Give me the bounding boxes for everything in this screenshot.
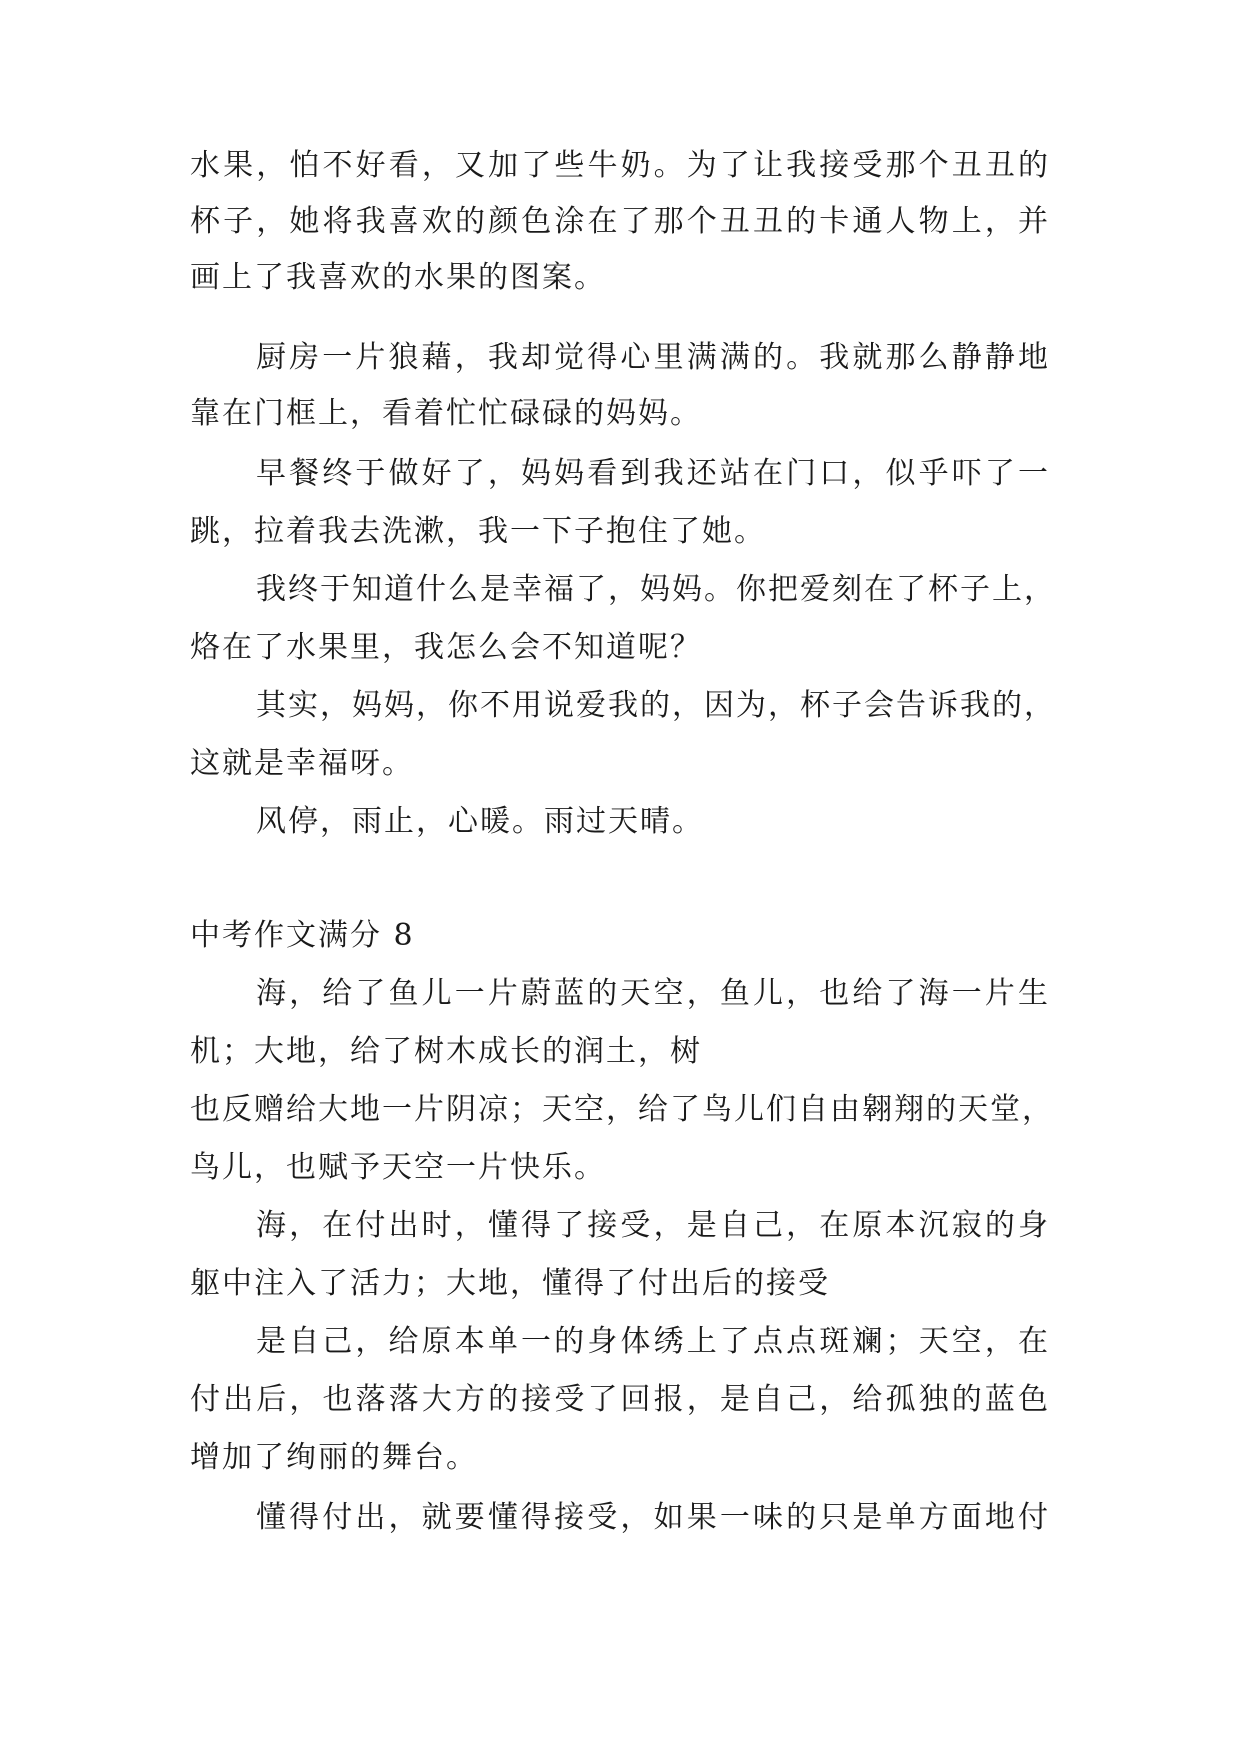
text-line: 烙在了水果里，我怎么会不知道呢？ (190, 630, 702, 665)
text-line: 增加了绚丽的舞台。 (190, 1440, 478, 1475)
paragraph-line: 风停，雨止，心暖。雨过天晴。 (256, 804, 704, 839)
section-heading: 中考作文满分 8 (190, 918, 415, 953)
text-line: 躯中注入了活力；大地，懂得了付出后的接受 (190, 1266, 830, 1301)
text-line: 这就是幸福呀。 (190, 746, 414, 781)
text-line: 画上了我喜欢的水果的图案。 (190, 260, 606, 295)
text-line: 跳，拉着我去洗漱，我一下子抱住了她。 (190, 514, 766, 549)
paragraph-line: 厨房一片狼藉，我却觉得心里满满的。我就那么静静地 (256, 340, 1050, 375)
paragraph-line: 是自己，给原本单一的身体绣上了点点斑斓；天空，在 (256, 1324, 1050, 1359)
text-line: 付出后，也落落大方的接受了回报，是自己，给孤独的蓝色 (190, 1382, 1050, 1417)
paragraph-line: 海，在付出时，懂得了接受，是自己，在原本沉寂的身 (256, 1208, 1050, 1243)
paragraph-line: 海，给了鱼儿一片蔚蓝的天空，鱼儿，也给了海一片生 (256, 976, 1050, 1011)
paragraph-line: 早餐终于做好了，妈妈看到我还站在门口，似乎吓了一 (256, 456, 1050, 491)
text-line: 也反赠给大地一片阴凉；天空，给了鸟儿们自由翱翔的天堂， (190, 1092, 1054, 1127)
text-line: 杯子，她将我喜欢的颜色涂在了那个丑丑的卡通人物上，并 (190, 204, 1050, 239)
paragraph-line: 其实，妈妈，你不用说爱我的，因为，杯子会告诉我的， (256, 688, 1056, 723)
text-line: 鸟儿，也赋予天空一片快乐。 (190, 1150, 606, 1185)
paragraph-line: 我终于知道什么是幸福了，妈妈。你把爱刻在了杯子上， (256, 572, 1056, 607)
paragraph-line: 懂得付出，就要懂得接受，如果一味的只是单方面地付 (256, 1500, 1050, 1535)
text-line: 机；大地，给了树木成长的润土，树 (190, 1034, 702, 1069)
text-line: 靠在门框上，看着忙忙碌碌的妈妈。 (190, 396, 702, 431)
text-line: 水果，怕不好看，又加了些牛奶。为了让我接受那个丑丑的 (190, 148, 1050, 183)
